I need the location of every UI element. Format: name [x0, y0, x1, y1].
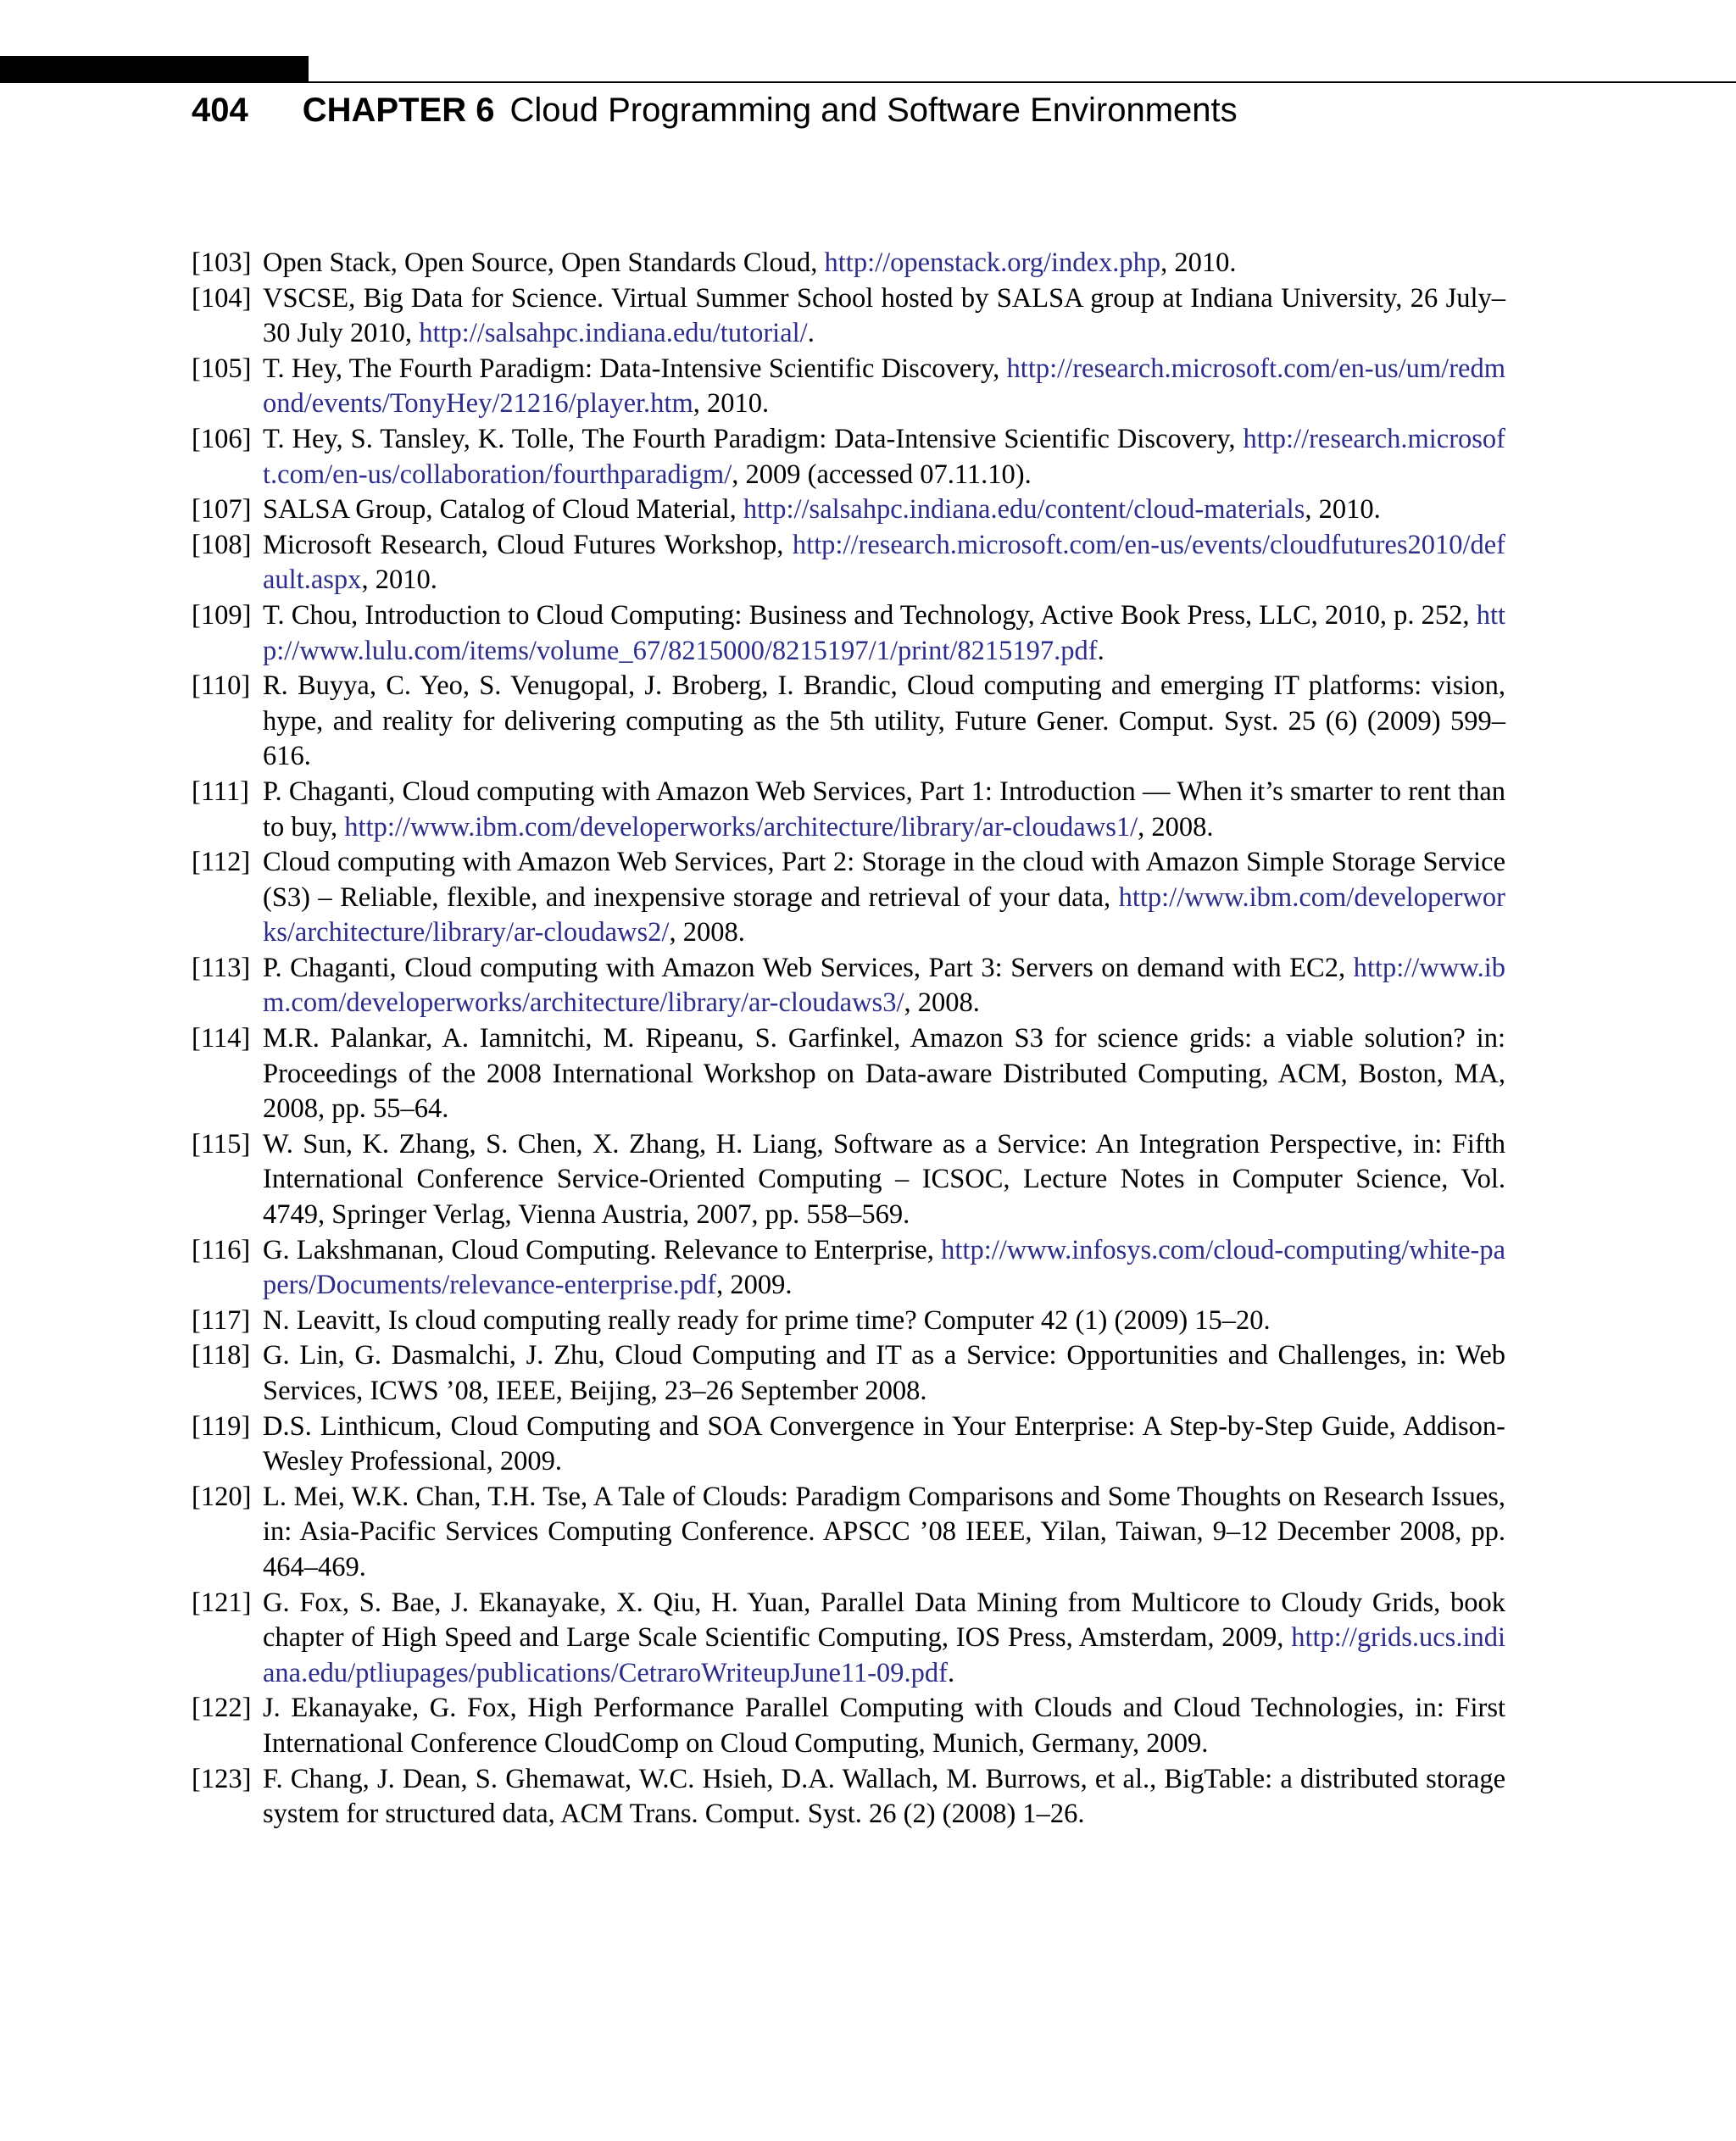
- reference-text: W. Sun, K. Zhang, S. Chen, X. Zhang, H. Liang, Software as a Service: An Integration Perspective, in: Fifth International Conference Service-Oriented Computing – ICSOC, Lecture Notes in Computer Science, Vol. 4749, Springer Verlag, Vienna Austria, 2007, pp. 558–569.: [263, 1128, 1505, 1231]
- reference-number: [105]: [192, 353, 252, 384]
- reference-text-suffix: , 2008.: [904, 987, 980, 1019]
- reference-list: [192, 246, 1505, 1832]
- reference-link[interactable]: http://grids.ucs.indiana.edu/ptliupages/publications/CetraroWriteupJune11-09.pdf: [263, 1622, 1505, 1688]
- reference-link[interactable]: http://salsahpc.indiana.edu/tutorial/: [419, 318, 808, 349]
- reference-text: Open Stack, Open Source, Open Standards Cloud,: [263, 247, 825, 278]
- reference-number: [112]: [192, 847, 251, 878]
- reference-number: [119]: [192, 1410, 251, 1442]
- reference-number: [106]: [192, 423, 252, 454]
- reference-item: [192, 1233, 1505, 1304]
- reference-link[interactable]: http://salsahpc.indiana.edu/content/cloud-materials: [743, 494, 1305, 526]
- reference-text: R. Buyya, C. Yeo, S. Venugopal, J. Broberg, I. Brandic, Cloud computing and emerging IT platforms: vision, hype, and reality for delivering computing as the 5th utility, Future Gener. Comput. Syst. 25 (6) (2009) 599–616.: [263, 670, 1505, 772]
- reference-item: [192, 1410, 1505, 1480]
- reference-number: [117]: [192, 1304, 251, 1336]
- reference-link[interactable]: http://www.ibm.com/developerworks/architecture/library/ar-cloudaws1/: [344, 811, 1138, 842]
- reference-text: VSCSE, Big Data for Science. Virtual Summer School hosted by SALSA group at Indiana University, 26 July–30 July 2010,: [263, 282, 1505, 349]
- reference-text-suffix: .: [807, 318, 815, 349]
- reference-number: [115]: [192, 1128, 251, 1159]
- reference-item: [192, 492, 1505, 528]
- reference-number: [111]: [192, 776, 249, 807]
- reference-link[interactable]: http://openstack.org/index.php: [824, 247, 1161, 278]
- reference-number: [123]: [192, 1763, 252, 1794]
- chapter-title: Cloud Programming and Software Environments: [509, 92, 1238, 129]
- reference-link[interactable]: http://research.microsoft.com/en-us/collaboration/fourthparadigm/: [263, 423, 1505, 490]
- reference-text: P. Chaganti, Cloud computing with Amazon Web Services, Part 3: Servers on demand with EC2,: [263, 952, 1354, 983]
- reference-item: [192, 1691, 1505, 1761]
- page-number: 404: [192, 92, 248, 129]
- reference-text-suffix: , 2010.: [1305, 494, 1381, 526]
- reference-number: [104]: [192, 282, 252, 314]
- reference-text: M.R. Palankar, A. Iamnitchi, M. Ripeanu, S. Garfinkel, Amazon S3 for science grids: a viable solution? in: Proceedings of the 2008 International Workshop on Data-aware Distributed Computing, ACM, Boston, MA, 2008, pp. 55–64.: [263, 1023, 1505, 1125]
- reference-text-suffix: , 2010.: [1160, 247, 1237, 278]
- reference-text-suffix: , 2010.: [693, 388, 770, 420]
- reference-text-suffix: , 2009.: [716, 1270, 793, 1301]
- reference-text: J. Ekanayake, G. Fox, High Performance Parallel Computing with Clouds and Cloud Technologies, in: First International Conference CloudComp on Cloud Computing, Munich, Germany, 2009.: [263, 1693, 1505, 1759]
- reference-link[interactable]: http://www.ibm.com/developerworks/architecture/library/ar-cloudaws2/: [263, 881, 1505, 948]
- reference-item: [192, 598, 1505, 669]
- reference-item: [192, 951, 1505, 1021]
- reference-item: [192, 845, 1505, 951]
- reference-number: [109]: [192, 599, 252, 631]
- reference-number: [122]: [192, 1693, 252, 1724]
- reference-text: G. Fox, S. Bae, J. Ekanayake, X. Qiu, H. Yuan, Parallel Data Mining from Multicore to Cloudy Grids, book chapter of High Speed and Large Scale Scientific Computing, IOS Press, Amsterdam, 2009,: [263, 1587, 1505, 1654]
- reference-number: [113]: [192, 952, 251, 983]
- reference-item: [192, 1586, 1505, 1692]
- reference-item: [192, 246, 1505, 281]
- reference-text: T. Chou, Introduction to Cloud Computing: Business and Technology, Active Book Press, LLC, 2010, p. 252,: [263, 599, 1477, 631]
- reference-text: SALSA Group, Catalog of Cloud Material,: [263, 494, 743, 526]
- reference-text-suffix: , 2008.: [669, 917, 745, 948]
- reference-text: T. Hey, The Fourth Paradigm: Data-Intensive Scientific Discovery,: [263, 353, 1007, 384]
- reference-text: Cloud computing with Amazon Web Services, Part 2: Storage in the cloud with Amazon Simple Storage Service (S3) – Reliable, flexible, and inexpensive storage and retrieval of your data,: [263, 847, 1505, 913]
- reference-link[interactable]: http://research.microsoft.com/en-us/events/cloudfutures2010/default.aspx: [263, 529, 1505, 596]
- reference-text: F. Chang, J. Dean, S. Ghemawat, W.C. Hsieh, D.A. Wallach, M. Burrows, et al., BigTable: a distributed storage system for structured data, ACM Trans. Comput. Syst. 26 (2) (2008) 1–26.: [263, 1763, 1505, 1830]
- reference-item: [192, 1338, 1505, 1409]
- reference-item: [192, 775, 1505, 845]
- running-header: [192, 92, 1238, 142]
- reference-link[interactable]: http://research.microsoft.com/en-us/um/redmond/events/TonyHey/21216/player.htm: [263, 353, 1505, 420]
- reference-number: [103]: [192, 247, 252, 278]
- reference-text: T. Hey, S. Tansley, K. Tolle, The Fourth Paradigm: Data-Intensive Scientific Discovery,: [263, 423, 1244, 454]
- reference-number: [107]: [192, 494, 252, 526]
- reference-text: Microsoft Research, Cloud Futures Workshop,: [263, 529, 793, 560]
- reference-text: D.S. Linthicum, Cloud Computing and SOA Convergence in Your Enterprise: A Step-by-Step Guide, Addison-Wesley Professional, 2009.: [263, 1410, 1505, 1477]
- reference-item: [192, 1762, 1505, 1832]
- reference-item: [192, 669, 1505, 775]
- reference-item: [192, 281, 1505, 352]
- header-rule-thick: [0, 56, 309, 83]
- reference-item: [192, 1021, 1505, 1127]
- reference-link[interactable]: http://www.infosys.com/cloud-computing/white-papers/Documents/relevance-enterprise.pdf: [263, 1234, 1505, 1301]
- header-rule-thin: [309, 81, 1736, 83]
- reference-number: [110]: [192, 670, 251, 702]
- reference-item: [192, 1304, 1505, 1339]
- reference-text: P. Chaganti, Cloud computing with Amazon Web Services, Part 1: Introduction — When it’s smarter to rent than to buy,: [263, 776, 1505, 842]
- reference-link[interactable]: http://www.lulu.com/items/volume_67/8215000/8215197/1/print/8215197.pdf: [263, 599, 1505, 666]
- reference-number: [118]: [192, 1340, 251, 1371]
- reference-text: G. Lin, G. Dasmalchi, J. Zhu, Cloud Computing and IT as a Service: Opportunities and Challenges, in: Web Services, ICWS ’08, IEEE, Beijing, 23–26 September 2008.: [263, 1340, 1505, 1406]
- reference-text-suffix: .: [1097, 635, 1104, 666]
- reference-item: [192, 422, 1505, 492]
- reference-number: [116]: [192, 1234, 251, 1265]
- chapter-label: CHAPTER 6: [302, 92, 495, 129]
- reference-number: [114]: [192, 1023, 251, 1054]
- reference-text-suffix: , 2009 (accessed 07.11.10).: [732, 459, 1032, 490]
- reference-item: [192, 1480, 1505, 1586]
- reference-text-suffix: , 2010.: [361, 564, 437, 596]
- reference-item: [192, 1127, 1505, 1233]
- reference-number: [108]: [192, 529, 252, 560]
- reference-text-suffix: .: [947, 1657, 955, 1688]
- reference-text: N. Leavitt, Is cloud computing really ready for prime time? Computer 42 (1) (2009) 15–20.: [263, 1304, 1271, 1336]
- reference-item: [192, 352, 1505, 422]
- reference-number: [121]: [192, 1587, 252, 1618]
- reference-text: L. Mei, W.K. Chan, T.H. Tse, A Tale of Clouds: Paradigm Comparisons and Some Thoughts on Research Issues, in: Asia-Pacific Services Computing Conference. APSCC ’08 IEEE, Yilan, Taiwan, 9–12 December 2008, pp. 464–469.: [263, 1481, 1505, 1582]
- reference-link[interactable]: http://www.ibm.com/developerworks/architecture/library/ar-cloudaws3/: [263, 952, 1505, 1019]
- reference-number: [120]: [192, 1481, 252, 1512]
- reference-item: [192, 528, 1505, 598]
- reference-text-suffix: , 2008.: [1138, 811, 1214, 842]
- reference-text: G. Lakshmanan, Cloud Computing. Relevance to Enterprise,: [263, 1234, 942, 1265]
